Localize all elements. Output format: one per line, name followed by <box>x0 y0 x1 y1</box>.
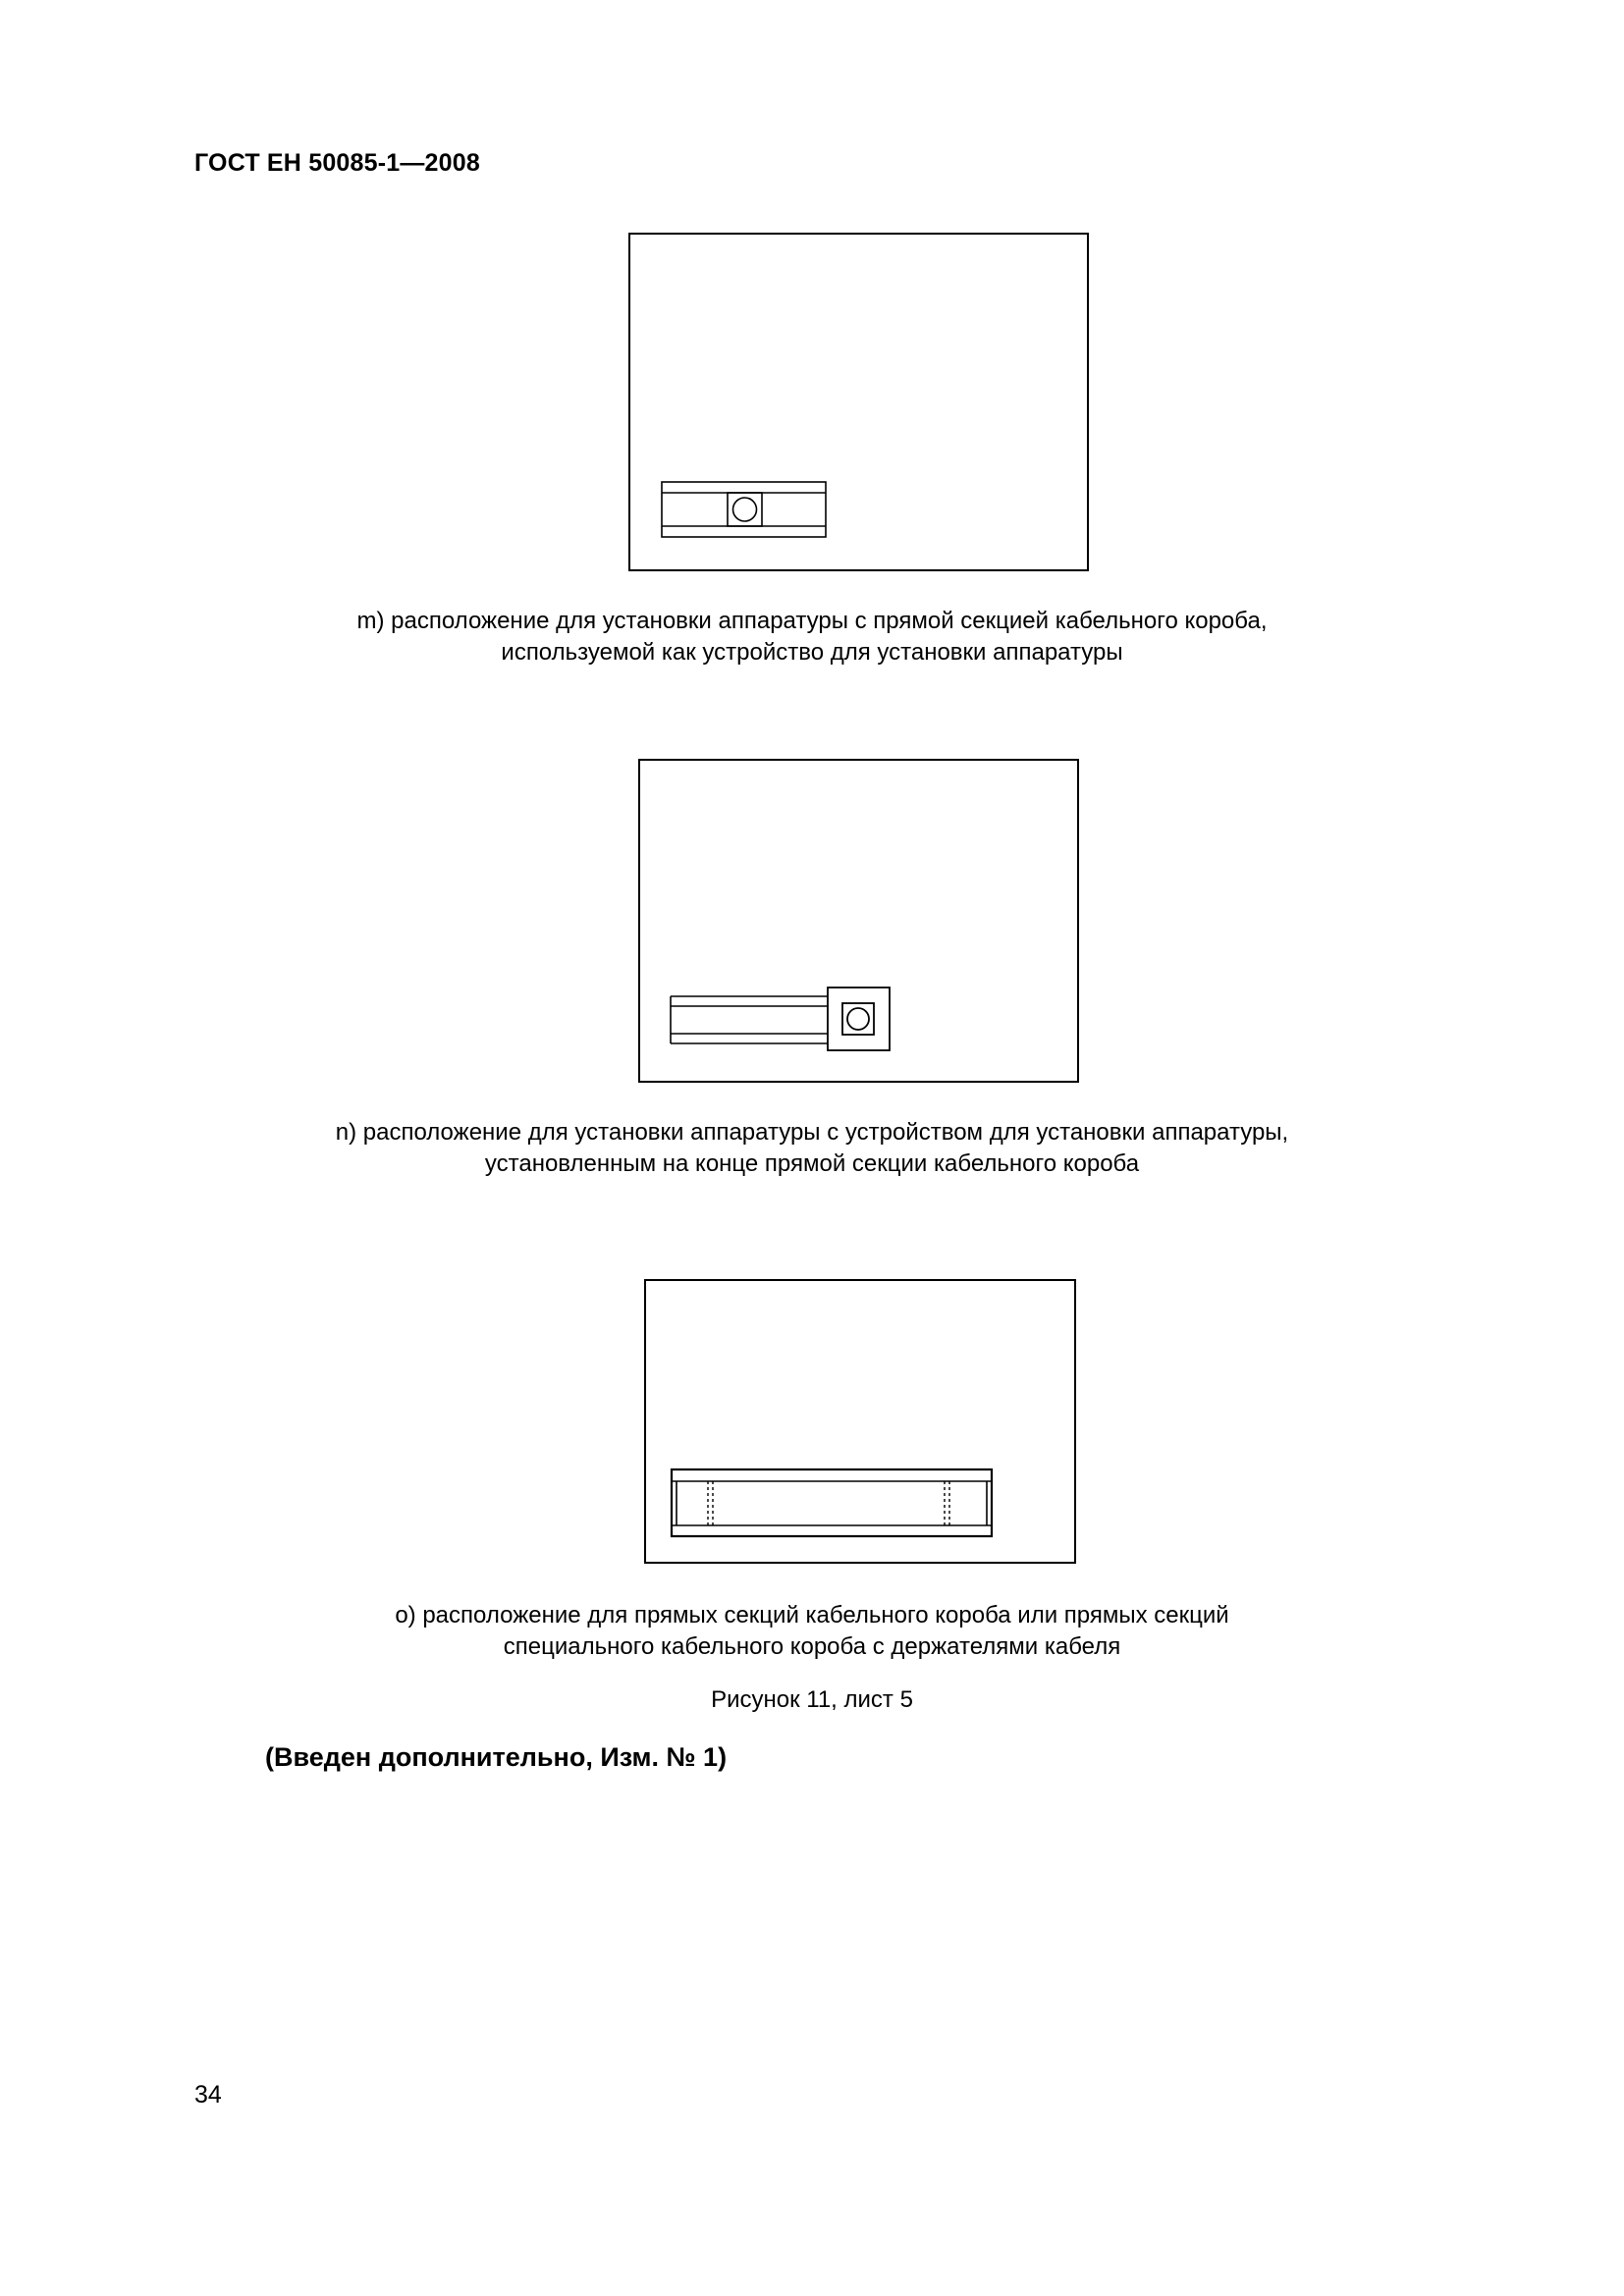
figure-m-diagram <box>628 233 1090 572</box>
caption-line: используемой как устройство для установки аппаратуры <box>501 639 1123 666</box>
caption-line: m) расположение для установки аппаратуры с прямой секцией кабельного короба, <box>356 608 1268 634</box>
page-number: 34 <box>194 2081 222 2109</box>
figure-m-caption <box>0 606 1624 668</box>
mounting-panel-frame <box>645 1280 1075 1563</box>
caption-line: o) расположение для прямых секций кабельного короба или прямых секций <box>395 1602 1229 1629</box>
figure-title: Рисунок 11, лист 5 <box>711 1686 913 1713</box>
figure-n-diagram <box>638 759 1080 1084</box>
amendment-note: (Введен дополнительно, Изм. № 1) <box>265 1742 728 1772</box>
document-code: ГОСТ ЕН 50085-1—2008 <box>194 149 480 177</box>
caption-line: специального кабельного короба с держателями кабеля <box>503 1633 1121 1660</box>
end-mounted-device-box <box>828 988 890 1050</box>
trunking-section-with-device <box>662 482 826 537</box>
figure-o-diagram <box>644 1279 1078 1566</box>
mounting-panel-frame <box>629 234 1088 570</box>
trunking-section <box>671 996 828 1043</box>
trunking-section-with-cable-retainers <box>672 1469 992 1536</box>
figure-o-caption <box>0 1600 1624 1663</box>
caption-line: установленным на конце прямой секции кабельного короба <box>484 1150 1140 1177</box>
caption-line: n) расположение для установки аппаратуры с устройством для установки аппаратуры, <box>335 1119 1289 1146</box>
figure-n-caption <box>0 1117 1624 1180</box>
